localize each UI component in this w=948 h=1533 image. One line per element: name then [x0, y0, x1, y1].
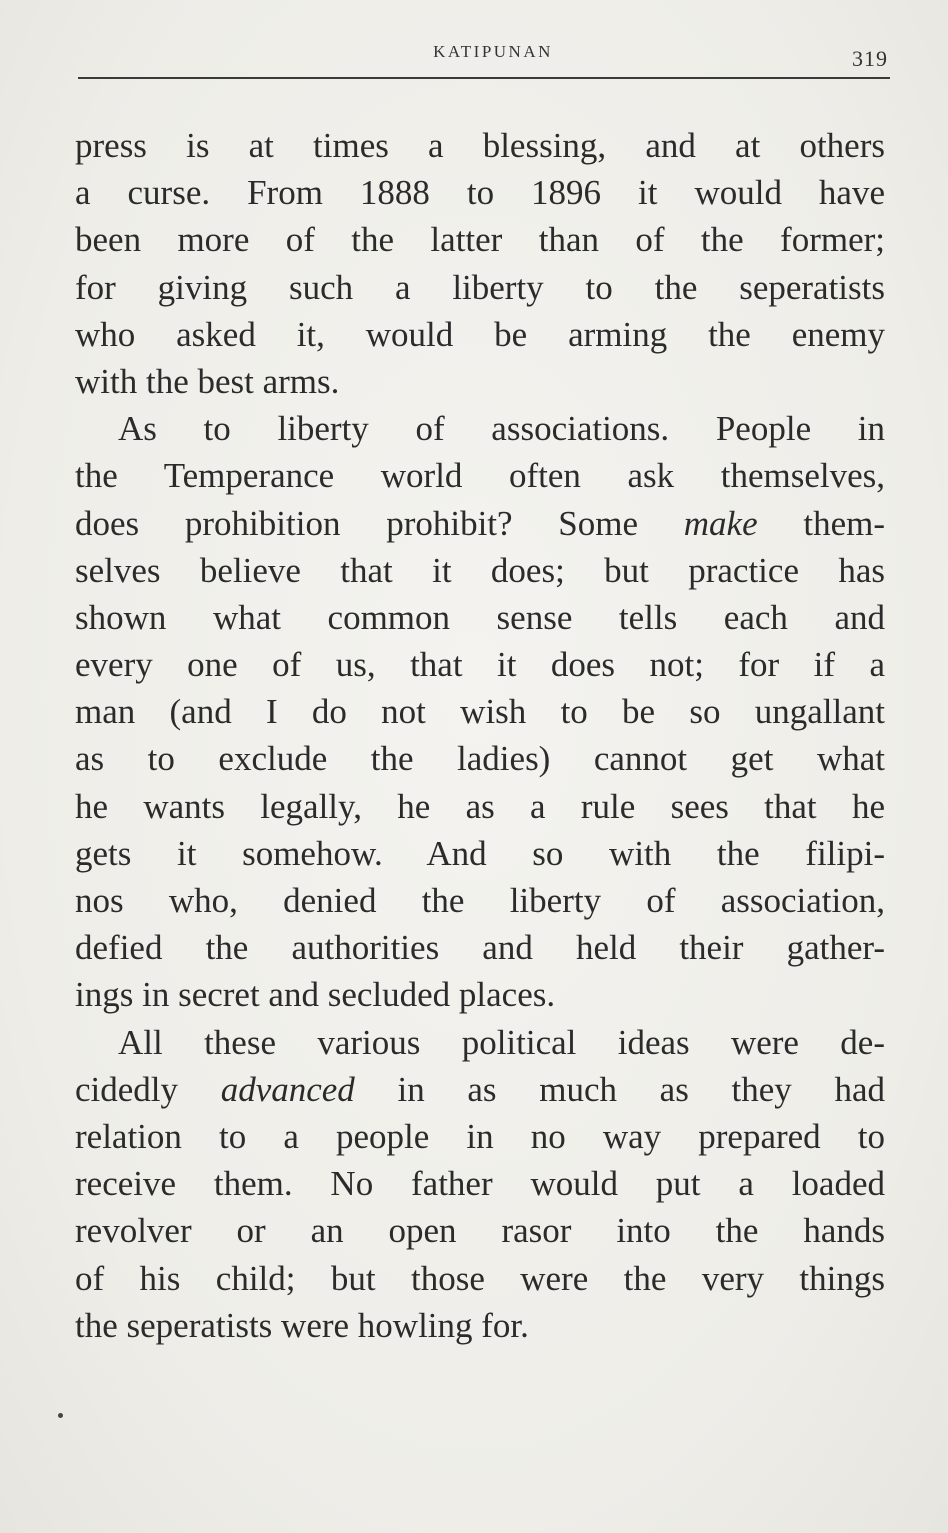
text-segment: does prohibition prohibit? Some	[75, 503, 684, 543]
text-line: every one of us, that it does not; for if a	[75, 645, 885, 685]
text-line: As to liberty of associations. People in	[118, 409, 885, 449]
ink-speck	[58, 1413, 63, 1418]
text-line	[75, 1066, 885, 1113]
text-line: selves believe that it does; but practice has	[75, 550, 885, 590]
italic-emphasis: make	[683, 503, 758, 543]
text-line: as to exclude the ladies) cannot get what	[75, 739, 885, 779]
text-line: ings in secret and secluded places.	[75, 975, 556, 1015]
text-line: man (and I do not wish to be so ungallant	[75, 692, 885, 732]
text-line: receive them. No father would put a loaded	[75, 1164, 885, 1204]
text-segment: in as much as they had	[354, 1069, 885, 1109]
text-line: been more of the latter than of the former;	[75, 220, 885, 260]
text-line: press is at times a blessing, and at others	[75, 126, 885, 165]
text-segment: cidedly	[75, 1069, 221, 1109]
text-line	[75, 500, 885, 547]
text-segment: them-	[757, 503, 886, 543]
text-line: defied the authorities and held their gather-	[75, 928, 885, 968]
text-line: for giving such a liberty to the seperatists	[75, 267, 885, 307]
text-line: gets it somehow. And so with the filipi-	[75, 833, 885, 873]
text-line: revolver or an open rasor into the hands	[75, 1211, 885, 1251]
text-line: nos who, denied the liberty of association,	[75, 881, 885, 920]
text-line: a curse. From 1888 to 1896 it would have	[75, 173, 885, 213]
page-number: 319	[852, 46, 888, 71]
text-line: with the best arms.	[75, 361, 340, 401]
text-line: relation to a people in no way prepared to	[75, 1116, 885, 1156]
body-text	[75, 122, 885, 1349]
text-line: who asked it, would be arming the enemy	[75, 314, 885, 354]
running-title: KATIPUNAN	[433, 42, 553, 61]
text-line: shown what common sense tells each and	[75, 597, 885, 637]
text-line: he wants legally, he as a rule sees that he	[75, 786, 885, 826]
text-line: the Temperance world often ask themselves,	[75, 456, 885, 496]
italic-emphasis: advanced	[220, 1069, 355, 1109]
text-line: the seperatists were howling for.	[75, 1305, 529, 1345]
text-line: of his child; but those were the very things	[75, 1258, 885, 1298]
text-line: All these various political ideas were de-	[118, 1022, 885, 1062]
header-rule	[78, 77, 890, 79]
running-head	[78, 38, 890, 78]
